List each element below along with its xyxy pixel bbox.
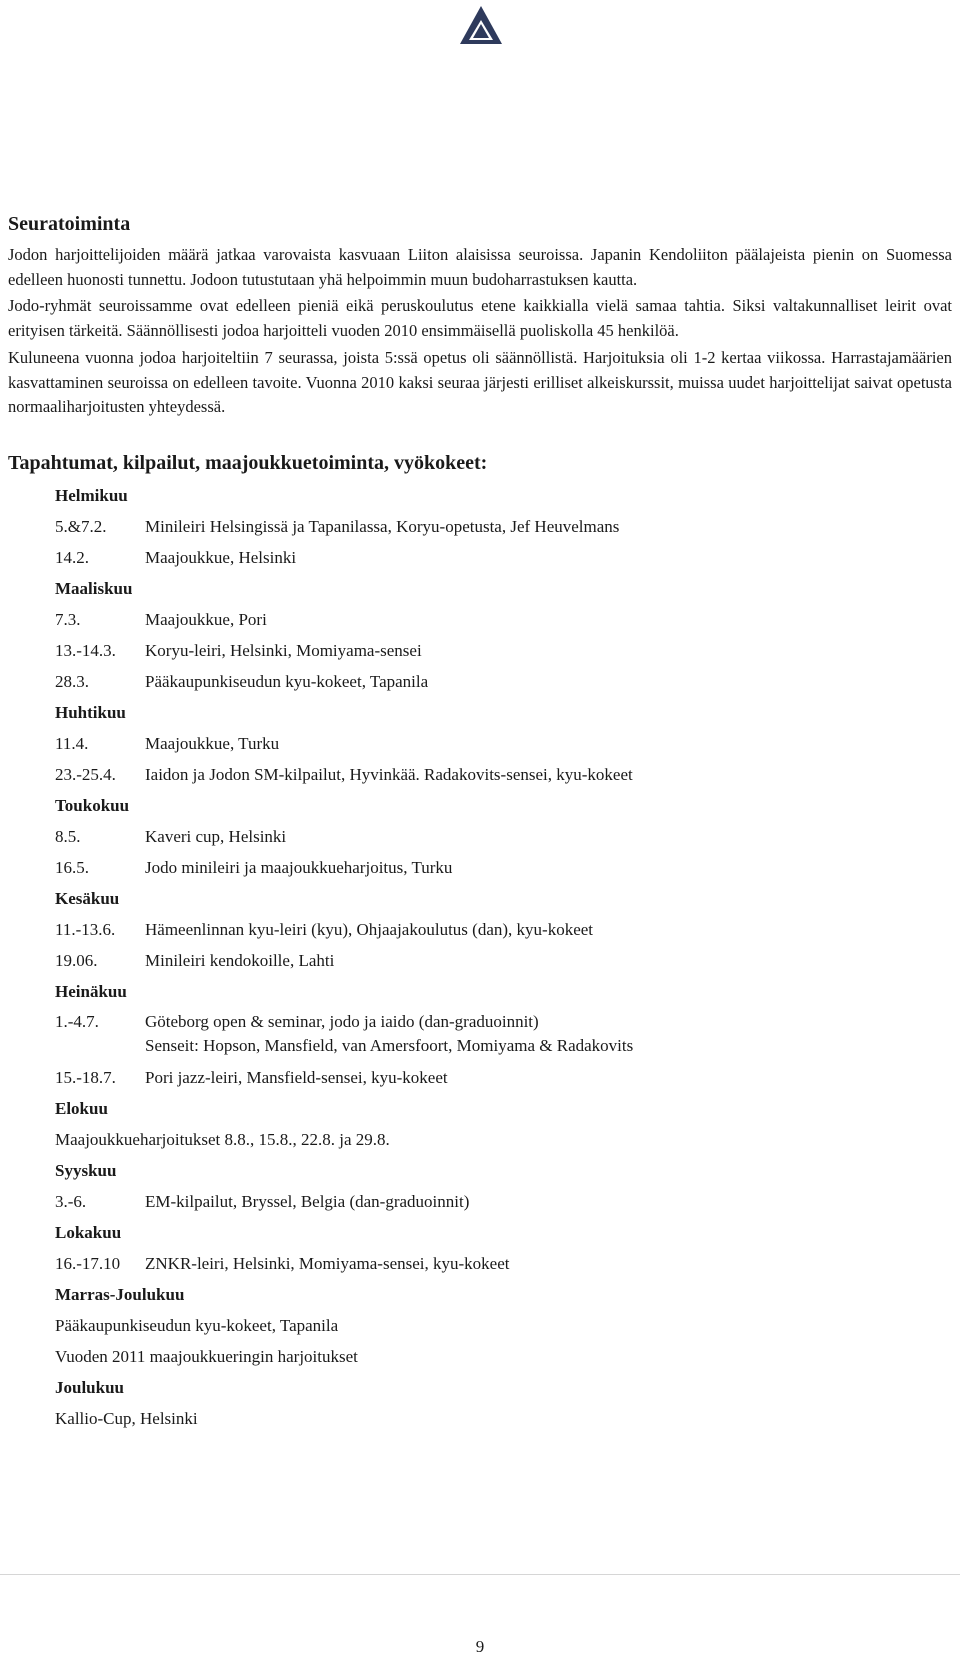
event-row — [55, 759, 952, 790]
event-date: 23.-25.4. — [55, 764, 116, 784]
footer-divider — [0, 1574, 960, 1575]
month-heading: Toukokuu — [55, 795, 130, 815]
event-description-line: Göteborg open & seminar, jodo ja iaido (dan-graduoinnit) — [145, 1011, 539, 1031]
event-row — [55, 914, 952, 945]
event-description: Hämeenlinnan kyu-leiri (kyu), Ohjaajakoulutus (dan), kyu-kokeet — [145, 919, 594, 939]
event-date: 7.3. — [55, 609, 81, 629]
event-description: Minileiri kendokoille, Lahti — [145, 950, 335, 970]
month-heading: Marras-Joulukuu — [55, 1284, 185, 1304]
triangle-logo-icon — [450, 0, 512, 62]
event-row — [55, 1248, 952, 1279]
page-content — [8, 212, 952, 1434]
event-description — [145, 1010, 952, 1058]
month-heading: Maaliskuu — [55, 578, 133, 598]
month-heading: Syyskuu — [55, 1160, 117, 1180]
event-description: Koryu-leiri, Helsinki, Momiyama-sensei — [145, 640, 422, 660]
event-row — [55, 542, 952, 573]
paragraph: Kuluneena vuonna jodoa harjoiteltiin 7 seurassa, joista 5:ssä opetus oli säännöllistä. Harjoituksia oli 1-2 kertaa viikossa. Harrastajamäärien kasvattaminen seuroissa on edelleen tavoite. Vuonna 2010 kaksi seuraa järjesti erilliset alkeiskurssit, muissa uudet harjoittelijat saivat opetusta normaaliharjoitusten yhteydessä. — [8, 347, 952, 417]
month-heading: Lokakuu — [55, 1222, 122, 1242]
event-description: Kaveri cup, Helsinki — [145, 826, 287, 846]
month-heading: Huhtikuu — [55, 702, 126, 722]
event-date: 3.-6. — [55, 1191, 87, 1211]
event-date: 15.-18.7. — [55, 1067, 116, 1087]
event-date: 19.06. — [55, 950, 98, 970]
event-description: Maajoukkue, Pori — [145, 609, 267, 629]
logo — [450, 0, 512, 62]
page-number: 9 — [475, 1637, 485, 1656]
event-date: 14.2. — [55, 547, 89, 567]
event-description: ZNKR-leiri, Helsinki, Momiyama-sensei, kyu-kokeet — [145, 1253, 510, 1273]
section-title: Tapahtumat, kilpailut, maajoukkuetoiminta, vyökokeet: — [8, 451, 488, 474]
event-date: 8.5. — [55, 826, 81, 846]
event-row — [55, 604, 952, 635]
event-date: 16.-17.10 — [55, 1253, 121, 1273]
event-row — [55, 511, 952, 542]
event-row — [55, 635, 952, 666]
event-date: 13.-14.3. — [55, 640, 116, 660]
event-row — [55, 666, 952, 697]
event-description: Jodo minileiri ja maajoukkueharjoitus, Turku — [145, 857, 453, 877]
section-title: Seuratoiminta — [8, 213, 131, 235]
event-list — [55, 480, 952, 1434]
event-date: 16.5. — [55, 857, 89, 877]
event-row — [55, 728, 952, 759]
event-date: 1.-4.7. — [55, 1011, 99, 1031]
event-row — [55, 1007, 952, 1062]
event-line: Maajoukkueharjoitukset 8.8., 15.8., 22.8. ja 29.8. — [55, 1129, 390, 1149]
event-date: 5.&7.2. — [55, 516, 107, 536]
event-description: Minileiri Helsingissä ja Tapanilassa, Koryu-opetusta, Jef Heuvelmans — [145, 516, 620, 536]
month-heading: Elokuu — [55, 1098, 108, 1118]
month-heading: Helmikuu — [55, 485, 128, 505]
event-line: Vuoden 2011 maajoukkueringin harjoitukset — [55, 1346, 358, 1366]
event-description-line: Senseit: Hopson, Mansfield, van Amersfoort, Momiyama & Radakovits — [145, 1035, 634, 1055]
event-row — [55, 1186, 952, 1217]
event-row — [55, 945, 952, 976]
month-heading: Joulukuu — [55, 1377, 124, 1397]
event-description: Pori jazz-leiri, Mansfield-sensei, kyu-kokeet — [145, 1067, 448, 1087]
event-description: Maajoukkue, Turku — [145, 733, 280, 753]
event-description: Maajoukkue, Helsinki — [145, 547, 297, 567]
event-row — [55, 852, 952, 883]
paragraph: Jodon harjoittelijoiden määrä jatkaa varovaista kasvuaan Liiton alaisissa seuroissa. Japanin Kendoliiton päälajeista pienin on Suomessa edelleen huonosti tunnettu. Jodoon tutustutaan yhä helpoimmin muun budoharrastuksen kautta. — [8, 245, 952, 289]
paragraph: Jodo-ryhmät seuroissamme ovat edelleen pieniä eikä peruskoulutus etene kaikkialla vielä samaa tahtia. Siksi valtakunnalliset leirit ovat erityisen tärkeitä. Säännöllisesti jodoa harjoitteli vuoden 2010 ensimmäisellä puoliskolla 45 henkilöä. — [8, 296, 952, 341]
event-date: 11.4. — [55, 733, 89, 753]
event-description: Pääkaupunkiseudun kyu-kokeet, Tapanila — [145, 671, 429, 691]
event-description: Iaidon ja Jodon SM-kilpailut, Hyvinkää. Radakovits-sensei, kyu-kokeet — [145, 764, 633, 784]
month-heading: Heinäkuu — [55, 981, 127, 1001]
event-row — [55, 821, 952, 852]
event-date: 11.-13.6. — [55, 919, 116, 939]
event-line: Pääkaupunkiseudun kyu-kokeet, Tapanila — [55, 1315, 339, 1335]
event-description: EM-kilpailut, Bryssel, Belgia (dan-graduoinnit) — [145, 1191, 470, 1211]
event-row — [55, 1062, 952, 1093]
month-heading: Kesäkuu — [55, 888, 120, 908]
event-date: 28.3. — [55, 671, 89, 691]
event-line: Kallio-Cup, Helsinki — [55, 1408, 198, 1428]
